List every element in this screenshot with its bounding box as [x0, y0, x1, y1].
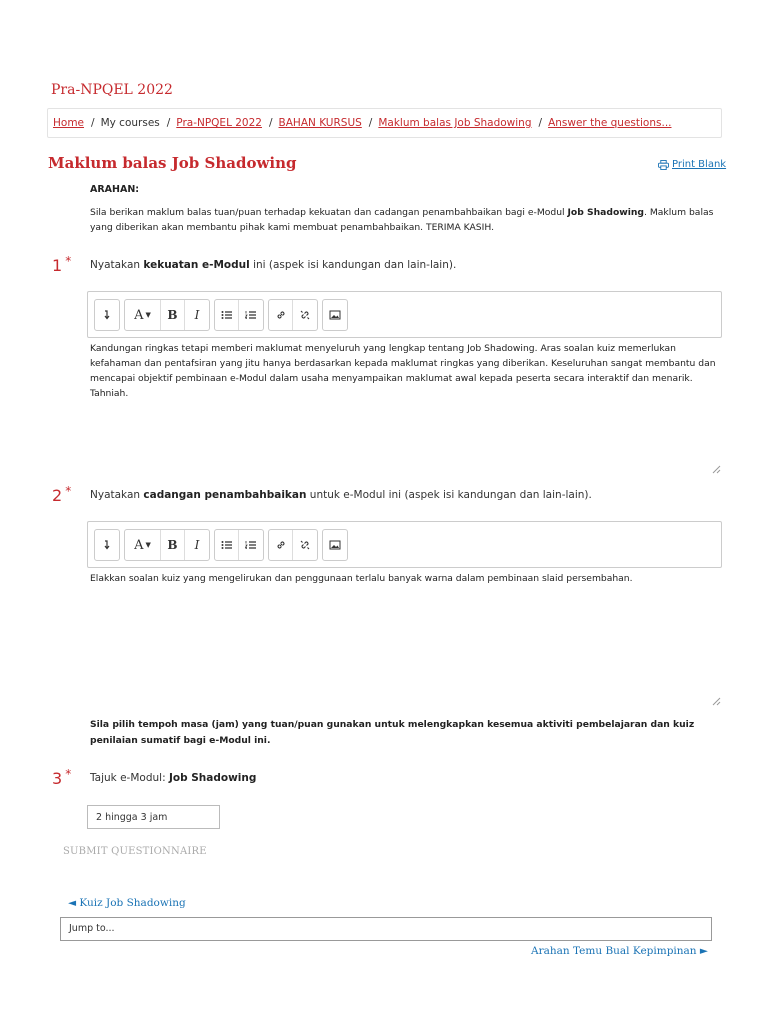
question-1-answer[interactable]: Kandungan ringkas tetapi memberi maklumat menyeluruh yang lengkap tentang Job Shadowing. Aras soalan kuiz memerlukan kefahaman dan pentafsiran yang jitu hanya berdasarkan kepada maklumat ringkas yang diberikan. Keseluruhan sangat membantu dan mencapai objektif pembinaan e-Modul dalam usaha menyampaikan maklumat awal kepada peserta secara interaktif dan menarik. Tahniah. — [90, 343, 716, 399]
font-style-button[interactable]: A ▼ — [125, 530, 161, 560]
resize-handle-icon[interactable] — [711, 464, 721, 474]
italic-button[interactable]: I — [194, 538, 200, 552]
breadcrumb-activity[interactable]: Maklum balas Job Shadowing — [378, 117, 532, 129]
breadcrumb-course[interactable]: Pra-NPQEL 2022 — [176, 117, 262, 129]
link-icon — [275, 309, 287, 321]
next-activity-link[interactable]: Arahan Temu Bual Kepimpinan ► — [531, 945, 708, 957]
breadcrumb-section[interactable]: BAHAN KURSUS — [278, 117, 362, 129]
toggle-toolbar-button[interactable] — [95, 530, 119, 560]
bold-button[interactable]: B — [161, 530, 185, 560]
submit-questionnaire-button[interactable]: SUBMIT QUESTIONNAIRE — [63, 846, 207, 857]
question-2-answer[interactable]: Elakkan soalan kuiz yang mengelirukan dan penggunaan terlalu banyak warna dalam pembinaan slaid persembahan. — [90, 573, 633, 584]
link-button[interactable] — [269, 300, 293, 330]
question-3-number: 3 * — [52, 767, 72, 788]
unlink-button[interactable] — [293, 530, 317, 560]
numbered-list-button[interactable] — [239, 530, 263, 560]
question-2-number: 2 * — [52, 484, 72, 505]
breadcrumb-my-courses: My courses — [100, 117, 160, 129]
bullet-list-button[interactable] — [215, 530, 239, 560]
question-3-answer-input[interactable]: 2 hingga 3 jam — [87, 805, 220, 829]
link-icon — [275, 539, 287, 551]
site-title[interactable]: Pra-NPQEL 2022 — [51, 82, 173, 98]
prev-activity-link[interactable]: ◄ Kuiz Job Shadowing — [68, 897, 186, 909]
arahan-text: Sila berikan maklum balas tuan/puan terhadap kekuatan dan cadangan penambahbaikan bagi e-Modul Job Shadowing. Maklum balas yang diberikan akan membantu pihak kami membuat penambahbaikan. TERIMA KASIH. — [90, 207, 714, 233]
unlink-icon — [299, 309, 311, 321]
bold-button[interactable]: B — [161, 300, 185, 330]
page-title: Maklum balas Job Shadowing — [48, 154, 297, 172]
question-1-editor-toolbar — [87, 291, 722, 338]
print-blank-link[interactable] — [658, 159, 726, 170]
numbered-list-icon — [245, 309, 257, 321]
link-button[interactable] — [269, 530, 293, 560]
italic-button[interactable]: I — [194, 308, 200, 322]
numbered-list-button[interactable] — [239, 300, 263, 330]
arahan-label: ARAHAN: — [90, 184, 140, 195]
breadcrumb-home[interactable]: Home — [53, 117, 85, 129]
insert-image-button[interactable] — [323, 300, 347, 330]
breadcrumb-current[interactable]: Answer the questions... — [548, 117, 672, 129]
bullet-list-icon — [221, 309, 233, 321]
required-icon: * — [65, 767, 72, 781]
arrow-down-icon — [101, 539, 113, 551]
image-icon — [329, 539, 341, 551]
duration-instruction: Sila pilih tempoh masa (jam) yang tuan/puan gunakan untuk melengkapkan kesemua aktiviti pembelajaran dan kuiz penilaian sumatif bagi e-Modul ini. — [90, 719, 695, 746]
bullet-list-button[interactable] — [215, 300, 239, 330]
font-style-button[interactable]: A ▼ — [125, 300, 161, 330]
question-1-number: 1 * — [52, 254, 72, 275]
printer-icon — [658, 160, 669, 170]
breadcrumb: Home / My courses / Pra-NPQEL 2022 / BAHAN KURSUS / Maklum balas Job Shadowing / Answer the questions... — [47, 108, 722, 138]
jump-to-select[interactable]: Jump to... — [60, 917, 712, 941]
question-1-text: Nyatakan kekuatan e-Modul ini (aspek isi kandungan dan lain-lain). — [90, 259, 457, 271]
unlink-icon — [299, 539, 311, 551]
print-blank-label: Print Blank — [672, 159, 727, 170]
question-2-text: Nyatakan cadangan penambahbaikan untuk e-Modul ini (aspek isi kandungan dan lain-lain). — [90, 489, 592, 501]
toggle-toolbar-button[interactable] — [95, 300, 119, 330]
unlink-button[interactable] — [293, 300, 317, 330]
bullet-list-icon — [221, 539, 233, 551]
caret-down-icon: ▼ — [145, 311, 151, 319]
caret-down-icon: ▼ — [145, 541, 151, 549]
resize-handle-icon[interactable] — [711, 696, 721, 706]
required-icon: * — [65, 254, 72, 268]
insert-image-button[interactable] — [323, 530, 347, 560]
arrow-down-icon — [101, 309, 113, 321]
numbered-list-icon — [245, 539, 257, 551]
image-icon — [329, 309, 341, 321]
required-icon: * — [65, 484, 72, 498]
question-3-text: Tajuk e-Modul: Job Shadowing — [90, 772, 257, 784]
question-2-editor-toolbar — [87, 521, 722, 568]
